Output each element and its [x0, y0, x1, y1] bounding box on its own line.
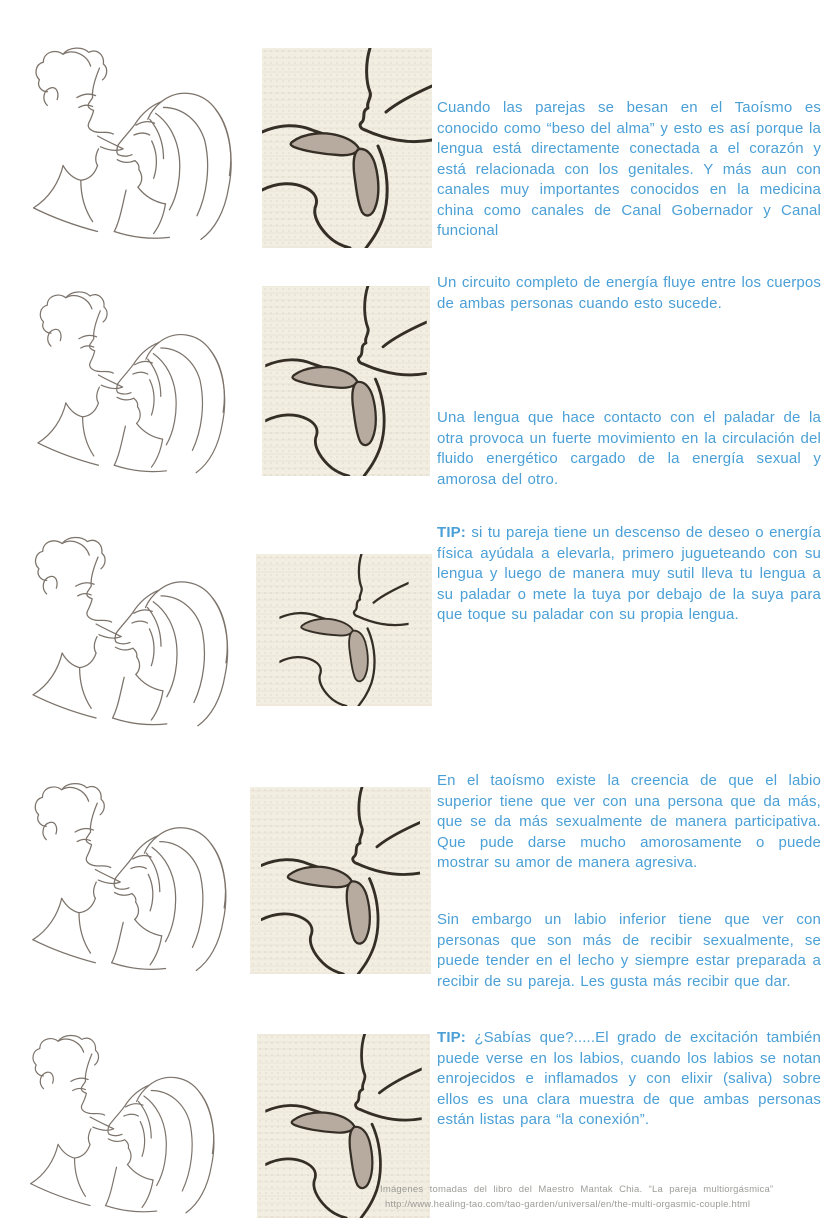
couple-kissing-illustration-3 [4, 502, 256, 746]
tongue-diagram-4 [250, 787, 431, 974]
couple-kissing-drawing [4, 748, 254, 991]
tongue-kiss-diagram-drawing [256, 554, 432, 706]
couple-kissing-illustration-4 [4, 748, 254, 991]
tongue-kiss-diagram-drawing [250, 787, 431, 974]
paragraph-soul-kiss [437, 98, 821, 242]
paragraph-tip-desire [437, 523, 821, 626]
paragraph-text: Un circuito completo de energía fluye entre los cuerpos de ambas personas cuando esto sucede. [437, 274, 821, 312]
paragraph-energy-circuit [437, 273, 821, 314]
paragraph-tongue-palate [437, 408, 821, 490]
paragraph-upper-lip [437, 771, 821, 874]
tongue-kiss-diagram-drawing [262, 286, 430, 476]
couple-kissing-drawing [4, 22, 260, 250]
paragraph-text: si tu pareja tiene un descenso de deseo o energía física ayúdala a elevarla, primero jugueteando con su lengua y luego de manera muy sutil lleva tu lengua a su paladar o mete la tuya por debajo de la suya para que toque su paladar con su propia lengua. [437, 524, 821, 623]
tongue-diagram-3 [256, 554, 432, 706]
source-url-text: http://www.healing-tao.com/tao-garden/universal/en/the-multi-orgasmic-couple.html [385, 1199, 751, 1210]
paragraph-text: Una lengua que hace contacto con el paladar de la otra provoca un fuerte movimiento en la circulación del fluido energético cargado de la energía sexual y amorosa del otro. [437, 409, 821, 488]
couple-kissing-illustration-5 [0, 1012, 244, 1222]
tongue-diagram-1 [262, 48, 432, 248]
paragraph-text: Cuando las parejas se besan en el Taoísmo es conocido como “beso del alma” y esto es así porque la lengua está directamente conectada a el corazón y está relacionada con los genitales. Y más aun con canales muy importantes conocidos en la medicina china como canales de Canal Gobernador y Canal funcional [437, 99, 821, 239]
couple-kissing-drawing [0, 1012, 244, 1222]
paragraph-text: En el taoísmo existe la creencia de que el labio superior tiene que ver con una persona que da más, que se da más sexualmente de manera participativa. Que pude darse mucho amorosamente o puede mostrar su amor de manera agresiva. [437, 772, 821, 871]
couple-kissing-illustration-1 [4, 22, 260, 250]
paragraph-text: ¿Sabías que?.....El grado de excitación también puede verse en los labios, cuando los labios se notan enrojecidos e inflamados y con elixir (saliva) sobre ellos es una clara muestra de que ambas personas están listas para “la conexión”. [437, 1029, 821, 1128]
couple-kissing-illustration-2 [0, 268, 262, 482]
tip-label: TIP: [437, 1029, 466, 1046]
paragraph-tip-excitation [437, 1028, 821, 1131]
tongue-kiss-diagram-drawing [262, 48, 432, 248]
couple-kissing-drawing [4, 502, 256, 746]
couple-kissing-drawing [0, 268, 262, 482]
paragraph-text: Sin embargo un labio inferior tiene que ver con personas que son más de recibir sexualmente, se puede tender en el lecho y siempre estar preparada a recibir de su pareja. Les gusta más recibir que dar. [437, 911, 821, 990]
tip-label: TIP: [437, 524, 466, 541]
paragraph-lower-lip [437, 910, 821, 992]
image-credit-text: Imágenes tomadas del libro del Maestro Mantak Chia. “La pareja multiorgásmica” [380, 1184, 774, 1195]
tongue-diagram-2 [262, 286, 430, 476]
